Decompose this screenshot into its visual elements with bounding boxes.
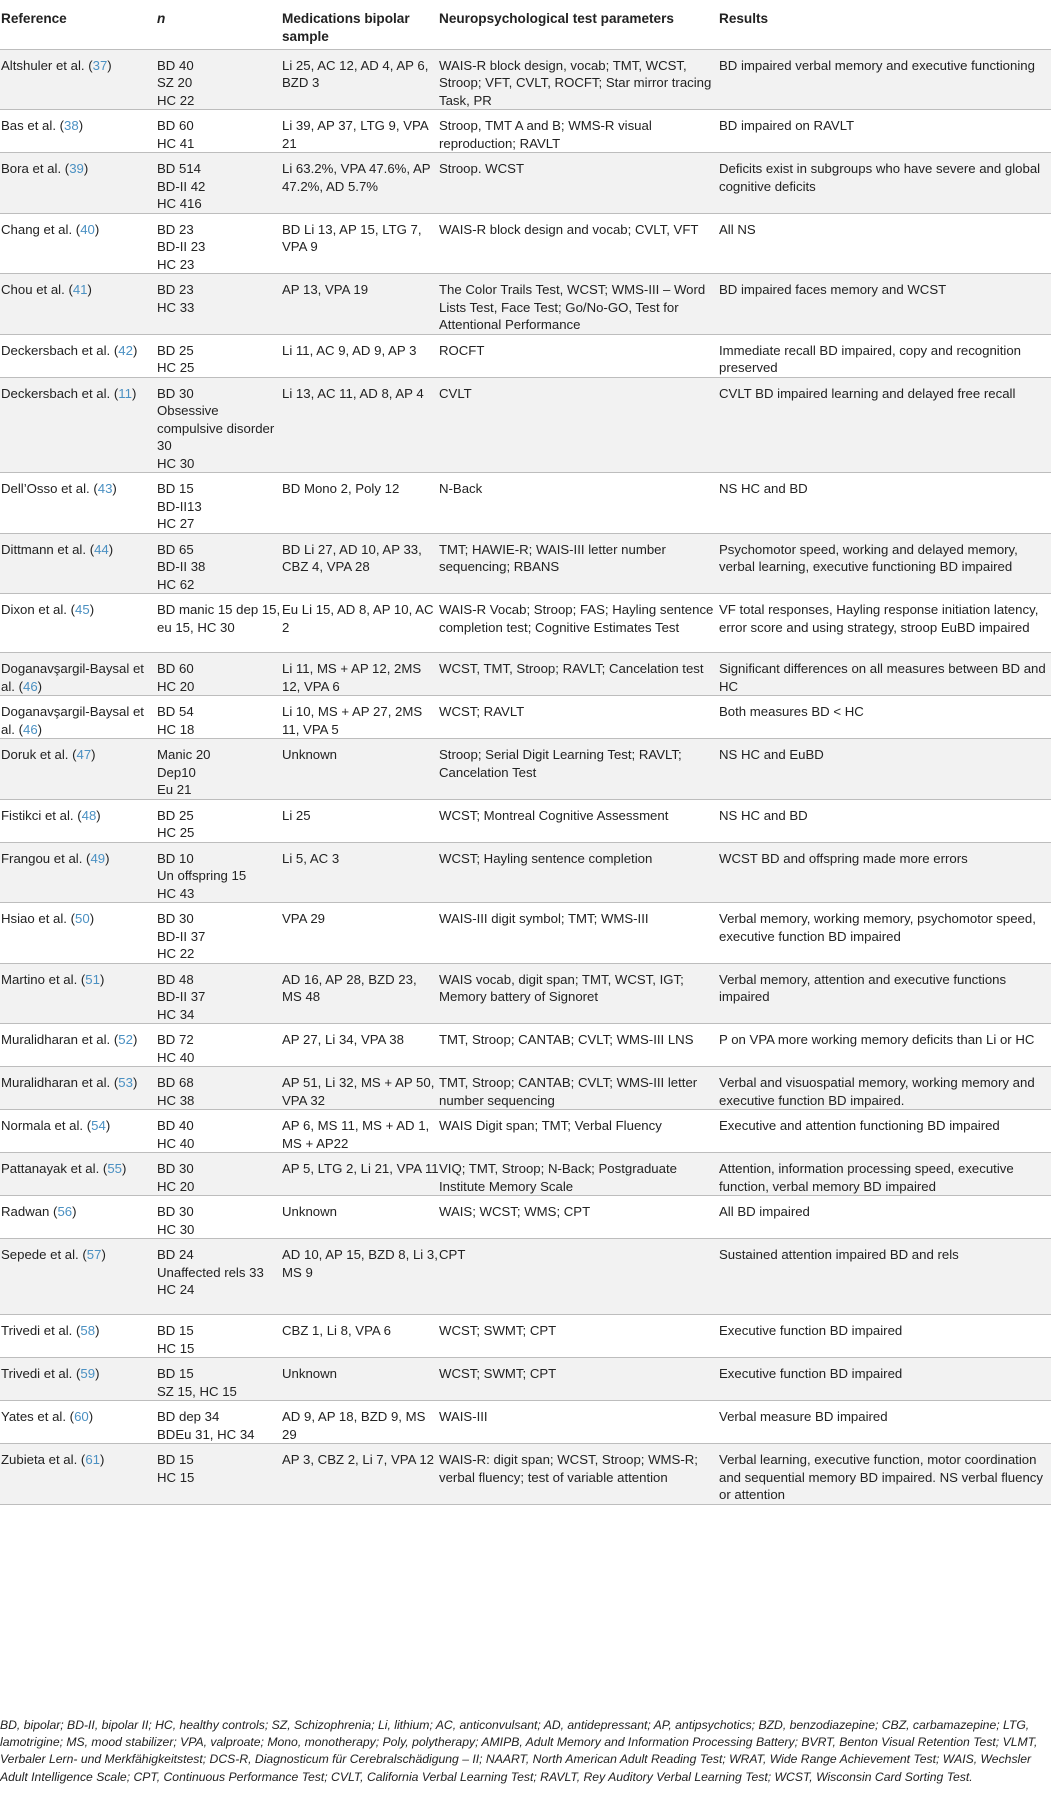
header-n-label: n — [157, 11, 166, 26]
table-row — [0, 653, 1051, 696]
citation-link[interactable]: 47 — [76, 747, 92, 762]
cell-reference: Dell’Osso et al. (43) — [1, 481, 117, 496]
cell-medications: Eu Li 15, AD 8, AP 10, AC 2 — [282, 602, 434, 635]
cell-results: VF total responses, Hayling response initiation latency, error score and using strategy, stroop EuBD impaired — [719, 602, 1039, 635]
cell-medications: Li 25 — [282, 807, 311, 823]
cell-n: BD 514 BD-II 42 HC 416 — [157, 161, 206, 211]
cell-results: Verbal measure BD impaired — [719, 1409, 888, 1424]
cell-reference: Radwan (56) — [1, 1204, 77, 1219]
table-row — [0, 1444, 1051, 1505]
cell-medications: AP 27, Li 34, VPA 38 — [282, 1032, 404, 1047]
cell-tests: ROCFT — [439, 342, 485, 358]
reference-author: Deckersbach et al. — [1, 342, 111, 358]
cell-reference: Muralidharan et al. (52) — [1, 1032, 138, 1047]
reference-author: Radwan — [1, 1204, 50, 1219]
cell-reference: Frangou et al. (49) — [1, 850, 110, 866]
citation-link[interactable]: 56 — [57, 1204, 73, 1219]
cell-medications: Li 5, AC 3 — [282, 850, 340, 866]
table-row — [0, 533, 1051, 594]
cell-tests: VIQ; TMT, Stroop; N-Back; Postgraduate Institute Memory Scale — [439, 1161, 677, 1194]
cell-results: NS HC and BD — [719, 807, 808, 823]
table-row — [0, 594, 1051, 653]
cell-tests: WAIS-R block design and vocab; CVLT, VFT — [439, 221, 699, 237]
reference-author: Pattanayak et al. — [1, 1161, 100, 1176]
cell-tests: Stroop, TMT A and B; WMS-R visual reproduction; RAVLT — [439, 118, 652, 151]
cell-reference: Pattanayak et al. (55) — [1, 1161, 127, 1176]
cell-results: All NS — [719, 221, 756, 237]
header-reference: Reference — [1, 11, 67, 26]
header-tests: Neuropsychological test parameters — [439, 11, 674, 26]
table-row — [0, 799, 1051, 842]
cell-reference: Bas et al. (38) — [1, 118, 84, 133]
citation-link[interactable]: 40 — [80, 221, 95, 237]
reference-author: Yates et al. — [1, 1409, 66, 1424]
cell-tests: TMT, Stroop; CANTAB; CVLT; WMS-III LNS — [439, 1032, 694, 1047]
cell-reference: Deckersbach et al. (11) — [1, 385, 137, 401]
cell-tests: Stroop. WCST — [439, 161, 525, 176]
cell-n: BD 30 Obsessive compulsive disorder 30 HC 30 — [157, 385, 275, 471]
cell-results: Psychomotor speed, working and delayed memory, verbal learning, executive functioning BD impaired — [719, 541, 1018, 574]
cell-results: Verbal memory, attention and executive functions impaired — [719, 971, 1007, 1004]
cell-medications: Unknown — [282, 747, 337, 762]
reference-author: Doruk et al. — [1, 747, 69, 762]
reference-author: Doganavşargil-Baysal et al. — [1, 661, 144, 694]
cell-results: Attention, information processing speed, executive function, verbal memory BD impaired — [719, 1161, 1014, 1194]
table-footnote: BD, bipolar; BD-II, bipolar II; HC, healthy controls; SZ, Schizophrenia; Li, lithium; AC, anticonvulsant; AD, antidepressant; AP, antipsychotics; BZD, benzodiazepine; CBZ, carbamazepine; LTG, lamotrigine; MS, mood stabilizer; VPA, valproate; Mono, monotherapy; Poly, polytherapy; AMIPB, Adult Memory and Information Processing Battery; BVRT, Benton Visual Retention Test; VLMT, Verbaler Lern- und Merkfähigkeitstest; DCS-R, Diagnosticum für Cerebralschädigung – II; NAART, North American Adult Reading Test; WRAT, Wide Range Achievement Test; WAIS, Wechsler Adult Intelligence Scale; CPT, Continuous Performance Test; CVLT, California Verbal Learning Test; RAVLT, Rey Auditory Verbal Learning Test; WCST, Wisconsin Card Sorting Test. — [0, 1718, 1038, 1784]
cell-reference: Dixon et al. (45) — [1, 602, 95, 617]
citation-link[interactable]: 57 — [86, 1247, 102, 1262]
cell-reference: Chou et al. (41) — [1, 282, 92, 297]
cell-medications: Li 25, AC 12, AD 4, AP 6, BZD 3 — [282, 57, 429, 90]
table-row — [0, 213, 1051, 274]
cell-tests: WAIS-R block design, vocab; TMT, WCST, Stroop; VFT, CVLT, ROCFT; Star mirror tracing Task, PR — [439, 57, 712, 108]
cell-n: BD 24 Unaffected rels 33 HC 24 — [157, 1247, 264, 1297]
cell-medications: VPA 29 — [282, 911, 326, 926]
cell-results: All BD impaired — [719, 1204, 810, 1219]
cell-n: BD 15 SZ 15, HC 15 — [157, 1366, 237, 1399]
cell-n: BD manic 15 dep 15, eu 15, HC 30 — [157, 602, 281, 635]
header-n — [157, 0, 282, 49]
table-row — [0, 1401, 1051, 1444]
table-row — [0, 696, 1051, 739]
cell-results: Executive and attention functioning BD impaired — [719, 1118, 1000, 1133]
cell-medications: AD 16, AP 28, BZD 23, MS 48 — [282, 971, 417, 1004]
cell-reference: Martino et al. (51) — [1, 971, 105, 987]
cell-results: BD impaired on RAVLT — [719, 118, 855, 133]
cell-medications: Li 13, AC 11, AD 8, AP 4 — [282, 385, 424, 401]
cell-medications: Li 11, MS + AP 12, 2MS 12, VPA 6 — [282, 661, 422, 694]
cell-medications: BD Mono 2, Poly 12 — [282, 481, 400, 496]
cell-tests: CPT — [439, 1247, 466, 1262]
table-row — [0, 334, 1051, 377]
cell-results: NS HC and BD — [719, 481, 808, 496]
cell-medications: AP 3, CBZ 2, Li 7, VPA 12 — [282, 1452, 434, 1467]
citation-link[interactable]: 53 — [118, 1075, 133, 1090]
cell-reference: Normala et al. (54) — [1, 1118, 111, 1133]
table-row — [0, 1110, 1051, 1153]
cell-n: BD 30 HC 30 — [157, 1204, 195, 1237]
citation-link[interactable]: 42 — [118, 342, 133, 358]
table-row — [0, 153, 1051, 214]
cell-n: BD 48 BD-II 37 HC 34 — [157, 971, 206, 1022]
cell-results: BD impaired faces memory and WCST — [719, 282, 947, 297]
citation-link[interactable]: 60 — [74, 1409, 89, 1424]
cell-n: BD 65 BD-II 38 HC 62 — [157, 541, 206, 592]
cell-reference: Chang et al. (40) — [1, 221, 100, 237]
cell-medications: AD 10, AP 15, BZD 8, Li 3, MS 9 — [282, 1247, 438, 1280]
cell-reference: Trivedi et al. (58) — [1, 1323, 100, 1338]
cell-results: Significant differences on all measures between BD and HC — [719, 661, 1046, 694]
cell-reference: Deckersbach et al. (42) — [1, 342, 138, 358]
cell-n: BD 25 HC 25 — [157, 807, 195, 840]
citation-link[interactable]: 54 — [91, 1118, 106, 1133]
reference-author: Altshuler et al. — [1, 57, 85, 73]
cell-n: Manic 20 Dep10 Eu 21 — [157, 747, 211, 797]
cell-n: BD 15 HC 15 — [157, 1323, 195, 1356]
reference-author: Chou et al. — [1, 282, 65, 297]
reference-author: Doganavşargil-Baysal et al. — [1, 704, 144, 737]
cell-reference: Zubieta et al. (61) — [1, 1452, 105, 1467]
table-row — [0, 1153, 1051, 1196]
table-row — [0, 377, 1051, 473]
reference-author: Dixon et al. — [1, 602, 67, 617]
cell-medications: Li 63.2%, VPA 47.6%, AP 47.2%, AD 5.7% — [282, 161, 431, 194]
cell-medications: AP 51, Li 32, MS + AP 50, VPA 32 — [282, 1075, 435, 1108]
citation-link[interactable]: 41 — [72, 282, 88, 297]
reference-author: Hsiao et al. — [1, 911, 67, 926]
cell-n: BD 15 BD-II13 HC 27 — [157, 481, 202, 531]
table-row — [0, 1067, 1051, 1110]
reference-author: Dell’Osso et al. — [1, 481, 90, 496]
reference-author: Fistikci et al. — [1, 807, 74, 823]
citation-link[interactable]: 55 — [107, 1161, 122, 1176]
cell-medications: Unknown — [282, 1366, 337, 1381]
cell-tests: TMT, Stroop; CANTAB; CVLT; WMS-III letter number sequencing — [439, 1075, 698, 1108]
cell-tests: WAIS; WCST; WMS; CPT — [439, 1204, 591, 1219]
cell-results: Verbal learning, executive function, motor coordination and sequential memory BD impaired. NS verbal fluency or attention — [719, 1452, 1043, 1502]
cell-tests: WCST; SWMT; CPT — [439, 1366, 557, 1381]
cell-n: BD 23 HC 33 — [157, 282, 195, 315]
cell-n: BD dep 34 BDEu 31, HC 34 — [157, 1409, 255, 1442]
reference-author: Dittmann et al. — [1, 541, 87, 557]
cell-tests: WCST; Hayling sentence completion — [439, 850, 653, 866]
reference-author: Deckersbach et al. — [1, 385, 111, 401]
reference-author: Muralidharan et al. — [1, 1032, 111, 1047]
cell-reference: Doruk et al. (47) — [1, 747, 96, 762]
cell-n: BD 40 SZ 20 HC 22 — [157, 57, 195, 108]
citation-link[interactable]: 45 — [75, 602, 90, 617]
cell-tests: WAIS vocab, digit span; TMT, WCST, IGT; Memory battery of Signoret — [439, 971, 684, 1004]
cell-results: CVLT BD impaired learning and delayed free recall — [719, 385, 1016, 401]
cell-tests: CVLT — [439, 385, 472, 401]
cell-n: BD 30 BD-II 37 HC 22 — [157, 911, 206, 961]
cell-n: BD 15 HC 15 — [157, 1452, 195, 1485]
reference-author: Muralidharan et al. — [1, 1075, 111, 1090]
cell-tests: Stroop; Serial Digit Learning Test; RAVLT; Cancelation Test — [439, 747, 682, 780]
cell-tests: WCST; Montreal Cognitive Assessment — [439, 807, 669, 823]
cell-n: BD 54 HC 18 — [157, 704, 195, 737]
citation-link[interactable]: 43 — [97, 481, 113, 496]
cell-medications: Li 10, MS + AP 27, 2MS 11, VPA 5 — [282, 704, 423, 737]
reference-author: Bora et al. — [1, 161, 62, 176]
cell-medications: AP 6, MS 11, MS + AD 1, MS + AP22 — [282, 1118, 430, 1151]
citation-link[interactable]: 11 — [118, 385, 132, 401]
reference-author: Normala et al. — [1, 1118, 84, 1133]
table-row — [0, 1315, 1051, 1358]
cell-results: Deficits exist in subgroups who have severe and global cognitive deficits — [719, 161, 1041, 194]
citation-link[interactable]: 38 — [64, 118, 79, 133]
citation-link[interactable]: 46 — [23, 678, 38, 694]
cell-tests: N-Back — [439, 481, 483, 496]
cell-results: BD impaired verbal memory and executive functioning — [719, 57, 1035, 73]
cell-tests: WAIS-III — [439, 1409, 488, 1424]
cell-results: Verbal and visuospatial memory, working memory and executive function BD impaired. — [719, 1075, 1035, 1108]
cell-medications: Li 39, AP 37, LTG 9, VPA 21 — [282, 118, 428, 151]
cell-reference: Fistikci et al. (48) — [1, 807, 101, 823]
table-row — [0, 739, 1051, 800]
citation-link[interactable]: 44 — [94, 541, 109, 557]
citation-link[interactable]: 52 — [118, 1032, 133, 1047]
citation-link[interactable]: 50 — [75, 911, 90, 926]
cell-n: BD 68 HC 38 — [157, 1075, 195, 1108]
reference-author: Trivedi et al. — [1, 1366, 73, 1381]
cell-medications: AP 5, LTG 2, Li 21, VPA 11 — [282, 1161, 439, 1176]
cell-n: BD 60 HC 20 — [157, 661, 195, 694]
cell-results: Executive function BD impaired — [719, 1323, 903, 1338]
cell-reference: Dittmann et al. (44) — [1, 541, 114, 557]
citation-link[interactable]: 46 — [23, 721, 38, 737]
citation-link[interactable]: 48 — [81, 807, 97, 823]
cell-medications: Unknown — [282, 1204, 337, 1219]
cell-n: BD 72 HC 40 — [157, 1032, 195, 1065]
cell-reference: Sepede et al. (57) — [1, 1247, 106, 1262]
cell-reference: Doganavşargil-Baysal et al. (46) — [1, 661, 144, 694]
cell-results: WCST BD and offspring made more errors — [719, 850, 968, 866]
cell-n: BD 30 HC 20 — [157, 1161, 195, 1194]
table-row — [0, 274, 1051, 335]
citation-link[interactable]: 51 — [85, 971, 100, 987]
cell-n: BD 23 BD-II 23 HC 23 — [157, 221, 206, 272]
table-header-row — [0, 0, 1051, 49]
cell-medications: AD 9, AP 18, BZD 9, MS 29 — [282, 1409, 426, 1442]
cell-reference: Muralidharan et al. (53) — [1, 1075, 138, 1090]
cell-results: Sustained attention impaired BD and rels — [719, 1247, 959, 1262]
cell-tests: TMT; HAWIE-R; WAIS-III letter number sequencing; RBANS — [439, 541, 666, 574]
cell-medications: BD Li 13, AP 15, LTG 7, VPA 9 — [282, 221, 422, 254]
reference-author: Chang et al. — [1, 221, 73, 237]
reference-author: Frangou et al. — [1, 850, 83, 866]
reference-author: Bas et al. — [1, 118, 56, 133]
table-row — [0, 1024, 1051, 1067]
citation-link[interactable]: 39 — [69, 161, 84, 176]
reference-author: Trivedi et al. — [1, 1323, 73, 1338]
table-row — [0, 1358, 1051, 1401]
cell-tests: WCST, TMT, Stroop; RAVLT; Cancelation test — [439, 661, 704, 676]
cell-reference: Doganavşargil-Baysal et al. (46) — [1, 704, 144, 737]
cell-reference: Bora et al. (39) — [1, 161, 89, 176]
cell-tests: WAIS-R: digit span; WCST, Stroop; WMS-R; verbal fluency; test of variable attention — [439, 1452, 698, 1485]
reference-author: Sepede et al. — [1, 1247, 79, 1262]
cell-n: BD 10 Un offspring 15 HC 43 — [157, 850, 247, 901]
table-row — [0, 842, 1051, 903]
cell-results: Verbal memory, working memory, psychomotor speed, executive function BD impaired — [719, 911, 1036, 944]
cell-reference: Yates et al. (60) — [1, 1409, 94, 1424]
table-row — [0, 1196, 1051, 1239]
cell-tests: WAIS Digit span; TMT; Verbal Fluency — [439, 1118, 662, 1133]
citation-link[interactable]: 49 — [90, 850, 106, 866]
header-medications: Medications bipolar sample — [282, 11, 410, 44]
table-body — [0, 49, 1051, 1504]
cell-tests: WAIS-R Vocab; Stroop; FAS; Hayling sentence completion test; Cognitive Estimates Test — [439, 602, 714, 635]
cell-results: Immediate recall BD impaired, copy and recognition preserved — [719, 342, 1021, 375]
cell-medications: BD Li 27, AD 10, AP 33, CBZ 4, VPA 28 — [282, 541, 422, 574]
cell-medications: CBZ 1, Li 8, VPA 6 — [282, 1323, 391, 1338]
cell-results: P on VPA more working memory deficits than Li or HC — [719, 1032, 1035, 1047]
citation-link[interactable]: 61 — [85, 1452, 100, 1467]
cell-tests: The Color Trails Test, WCST; WMS-III – Word Lists Test, Face Test; Go/No-GO, Test for Attentional Performance — [439, 282, 706, 332]
cell-reference: Hsiao et al. (50) — [1, 911, 95, 926]
reference-author: Zubieta et al. — [1, 1452, 78, 1467]
cell-medications: AP 13, VPA 19 — [282, 282, 369, 297]
table-row — [0, 473, 1051, 534]
citation-link[interactable]: 37 — [92, 57, 108, 73]
table-row — [0, 903, 1051, 964]
table-row — [0, 963, 1051, 1024]
cell-reference: Trivedi et al. (59) — [1, 1366, 100, 1381]
cell-n: BD 40 HC 40 — [157, 1118, 195, 1151]
citation-link[interactable]: 59 — [80, 1366, 96, 1381]
table-row — [0, 49, 1051, 110]
header-results: Results — [719, 11, 769, 26]
citation-link[interactable]: 58 — [80, 1323, 96, 1338]
reference-author: Martino et al. — [1, 971, 78, 987]
cell-n: BD 60 HC 41 — [157, 118, 195, 151]
cell-n: BD 25 HC 25 — [157, 342, 195, 375]
cell-tests: WCST; RAVLT — [439, 704, 525, 719]
cell-results: Both measures BD < HC — [719, 704, 864, 719]
table-row — [0, 110, 1051, 153]
cell-tests: WCST; SWMT; CPT — [439, 1323, 557, 1338]
cell-medications: Li 11, AC 9, AD 9, AP 3 — [282, 342, 417, 358]
table-row — [0, 1239, 1051, 1315]
cell-tests: WAIS-III digit symbol; TMT; WMS-III — [439, 911, 649, 926]
cell-results: NS HC and EuBD — [719, 747, 824, 762]
cell-reference: Altshuler et al. (37) — [1, 57, 112, 73]
cell-results: Executive function BD impaired — [719, 1366, 903, 1381]
